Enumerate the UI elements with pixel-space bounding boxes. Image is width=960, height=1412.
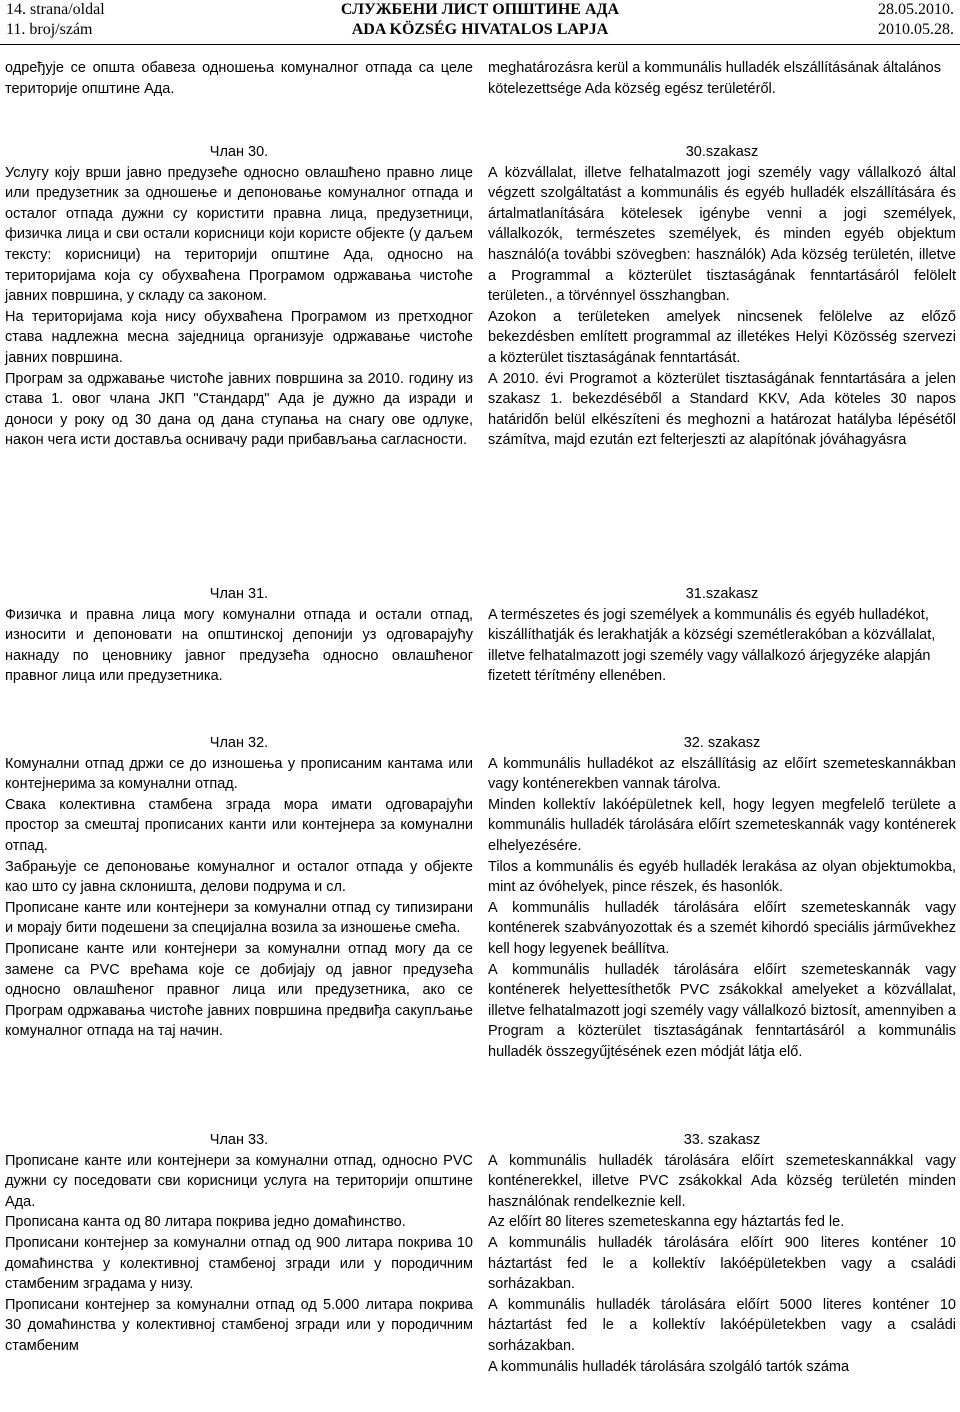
date-hu: 2010.05.28. [878, 21, 954, 38]
paragraph: Свака колективна стамбена зграда мора имати одговарајући простор за смештај прописаних канти или контејнера за комунални отпад. [5, 796, 473, 854]
header-rule [0, 44, 960, 45]
paragraph: Забрањује се депоновање комуналног и осталог отпада у објекте као што су јавна склоништа, делови подрума и сл. [5, 858, 473, 896]
article-32-sr [5, 733, 473, 1042]
paragraph: Комунални отпад држи се до изношења у прописаним кантама или контејнерима за комунални отпад. [5, 755, 473, 793]
paragraph: A természetes és jogi személyek a kommunális és egyéb hulladékot, kiszállíthatják és lerakhatják a községi szemétlerakóban a közvállalat, illetve felhatalmazott jogi személy vagy vállalkozó árjegyzéke alapján fizetett térítmény ellenében. [488, 606, 936, 685]
page-number: 14. strana/oldal [6, 1, 105, 18]
paragraph: Az előírt 80 literes szemeteskanna egy háztartás fed le. [488, 1214, 845, 1231]
paragraph: Прописани контејнер за комунални отпад од 900 литара покрива 10 домаћинства у колективној стамбеној згради или у породичним стамбеним зградама у низу. [5, 1234, 473, 1293]
intro-paragraph: одређује се општа обавеза одношења комуналног отпада са целе територије општине Ада. [5, 60, 473, 97]
header-center [0, 0, 960, 40]
article-title: 31.szakasz [685, 586, 759, 602]
gazette-title-hu: ADA KÖZSÉG HIVATALOS LAPJA [351, 21, 609, 38]
paragraph: A kommunális hulladék tárolására előírt 5000 literes konténer 10 háztartást fed le a kollektív lakóépületekben vagy a családi sorházakban. [488, 1296, 956, 1354]
article-title: Члан 32. [209, 735, 269, 751]
article-title: 32. szakasz [683, 735, 761, 751]
article-33-hu [488, 1130, 956, 1377]
intro-block-sr [5, 58, 473, 99]
paragraph: Физичка и правна лица могу комунални отпада и остали отпад, износити и депоновати на општинској депонији уз одговарајућу накнаду по ценовнику јавног предузећа односно овлашћеног правног лица или предузетника. [5, 606, 473, 685]
article-title: Члан 31. [209, 586, 269, 602]
article-31-hu [488, 584, 956, 687]
paragraph: Tilos a kommunális és egyéb hulladék lerakása az olyan objektumokba, mint az óvóhelyek, pince részek, és hasonlók. [488, 858, 956, 896]
paragraph: Прописане канте или контејнери за комунални отпад, односно PVC дужни су поседовати сви корисници услуга на територији општине Ада. [5, 1152, 473, 1210]
paragraph: Прописане канте или контејнери за комунални отпад могу да се замене са PVC врећама које се добијају од јавног предузећа односно овлашћеног правног лица или предузетника, ако се Програм одржавања чистоће јавних површина предвиђа сакупљање комуналног отпада на тај начин. [5, 940, 473, 1040]
paragraph: Услугу коју врши јавно предузеће односно овлашћено правно лице или предузетник за одношење и депоновање комуналног отпада и осталог отпада дужни су користити правна лица, предузетници, физичка лица и сви остали корисници који користе објекте (у даљем тексту: корисници) на територији општине Ада, односно на територијама која су обухваћена Програмом одржавања чистоће јавних површина, у складу са законом. [5, 164, 473, 305]
header-right [878, 0, 954, 40]
page-header [0, 0, 960, 46]
article-30-hu [488, 142, 956, 451]
paragraph: A kommunális hulladékot az elszállításig az előírt szemeteskannákban vagy konténerekben vannak tárolva. [488, 755, 956, 793]
date-sr: 28.05.2010. [878, 1, 954, 18]
intro-block-hu [488, 58, 956, 99]
article-32-hu [488, 733, 956, 1063]
paragraph: A közvállalat, illetve felhatalmazott jogi személy vagy vállalkozó által végzett szolgáltatást a kommunális és egyéb hulladék elszállítására és ártalmatlanítására kötelesek igénybe venni a jogi személyek, vállalkozók, természetes személyek, és minden egyéb objektum használó(a további szövegben: használók) Ada község területén, illetve a Programmal a közterület tisztaságának fenntartásáról felölelt területen., a törvénnyel összhangban. [488, 164, 956, 305]
article-title: 33. szakasz [683, 1132, 761, 1148]
article-31-sr [5, 584, 473, 687]
article-title: Члан 30. [209, 144, 269, 160]
paragraph: На територијама која нису обухваћена Програмом из претходног става надлежна месна заједница организује одржавање чистоће јавних површина. [5, 308, 473, 366]
paragraph: A kommunális hulladék tárolására előírt szemeteskannákkal vagy konténerekkel, illetve PVC zsákokkal Ada község területén minden használónak rendelkeznie kell. [488, 1152, 956, 1210]
paragraph: Прописана канта од 80 литара покрива једно домаћинство. [5, 1214, 406, 1231]
paragraph: A kommunális hulladék tárolására előírt szemeteskannák vagy konténerek szabványozottak és a szemét kihordó speciális járművekhez kell hogy legyenek beállítva. [488, 899, 956, 957]
paragraph: Minden kollektív lakóépületnek kell, hogy legyen megfelelő területe a kommunális hulladék tárolására előírt szemeteskannák vagy konténerek elhelyezésére. [488, 796, 956, 854]
article-30-sr [5, 142, 473, 451]
paragraph: A kommunális hulladék tárolására előírt 900 literes konténer 10 háztartást fed le a kollektív lakóépületekben vagy a családi sorházakban. [488, 1234, 956, 1293]
issue-number: 11. broj/szám [6, 21, 93, 38]
article-title: 30.szakasz [685, 144, 759, 160]
paragraph: Прописане канте или контејнери за комунални отпад су типизирани и морају бити подешени за специјална возила за изношење смећа. [5, 899, 473, 937]
intro-paragraph: meghatározásra kerül a kommunális hulladék elszállításának általános kötelezettsége Ada község egész területéről. [488, 60, 941, 97]
paragraph: A kommunális hulladék tárolására szolgáló tartók száma [488, 1358, 850, 1375]
article-title: Члан 33. [209, 1132, 269, 1148]
paragraph: A 2010. évi Programot a közterület tisztaságának fenntartására a jelen szakasz 1. bekezdéséből a Standard KKV, Ada köteles 30 napos határidőn belül elkészíteni és meghozni a határozat hatályba lépésétől számítva, majd ezután ezt felterjeszti az alapítónak jóváhagyásra [488, 370, 956, 449]
paragraph: Azokon a területeken amelyek nincsenek felölelve az előző bekezdésben említett programmal az illetékes Helyi Közösség szervezi a közterület tisztaságának fenntartását. [488, 308, 956, 366]
gazette-title-sr: СЛУЖБЕНИ ЛИСТ ОПШТИНЕ АДА [340, 1, 620, 18]
article-33-sr [5, 1130, 473, 1357]
paragraph: A kommunális hulladék tárolására előírt szemeteskannák vagy konténerek helyettesíthetők PVC zsákokkal amelyeket a közvállalat, illetve felhatalmazott jogi személy vagy vállalkozó biztosít, amennyiben a Program a közterület tisztaságának fenntartásáról a kommunális hulladék összegyűjtésének ezen módját látja elő. [488, 961, 956, 1060]
paragraph: Прописани контејнер за комунални отпад од 5.000 литара покрива 30 домаћинства у колективној стамбеној згради или у породичним стамбеним [5, 1296, 473, 1354]
paragraph: Програм за одржавање чистоће јавних површина за 2010. годину из става 1. овог члана ЈКП "Стандард" Ада је дужно да изради и доноси у року од 30 дана од дана ступања на снагу ове одлуке, након чега исти доставља оснивачу ради прибављања сагласности. [5, 370, 473, 449]
